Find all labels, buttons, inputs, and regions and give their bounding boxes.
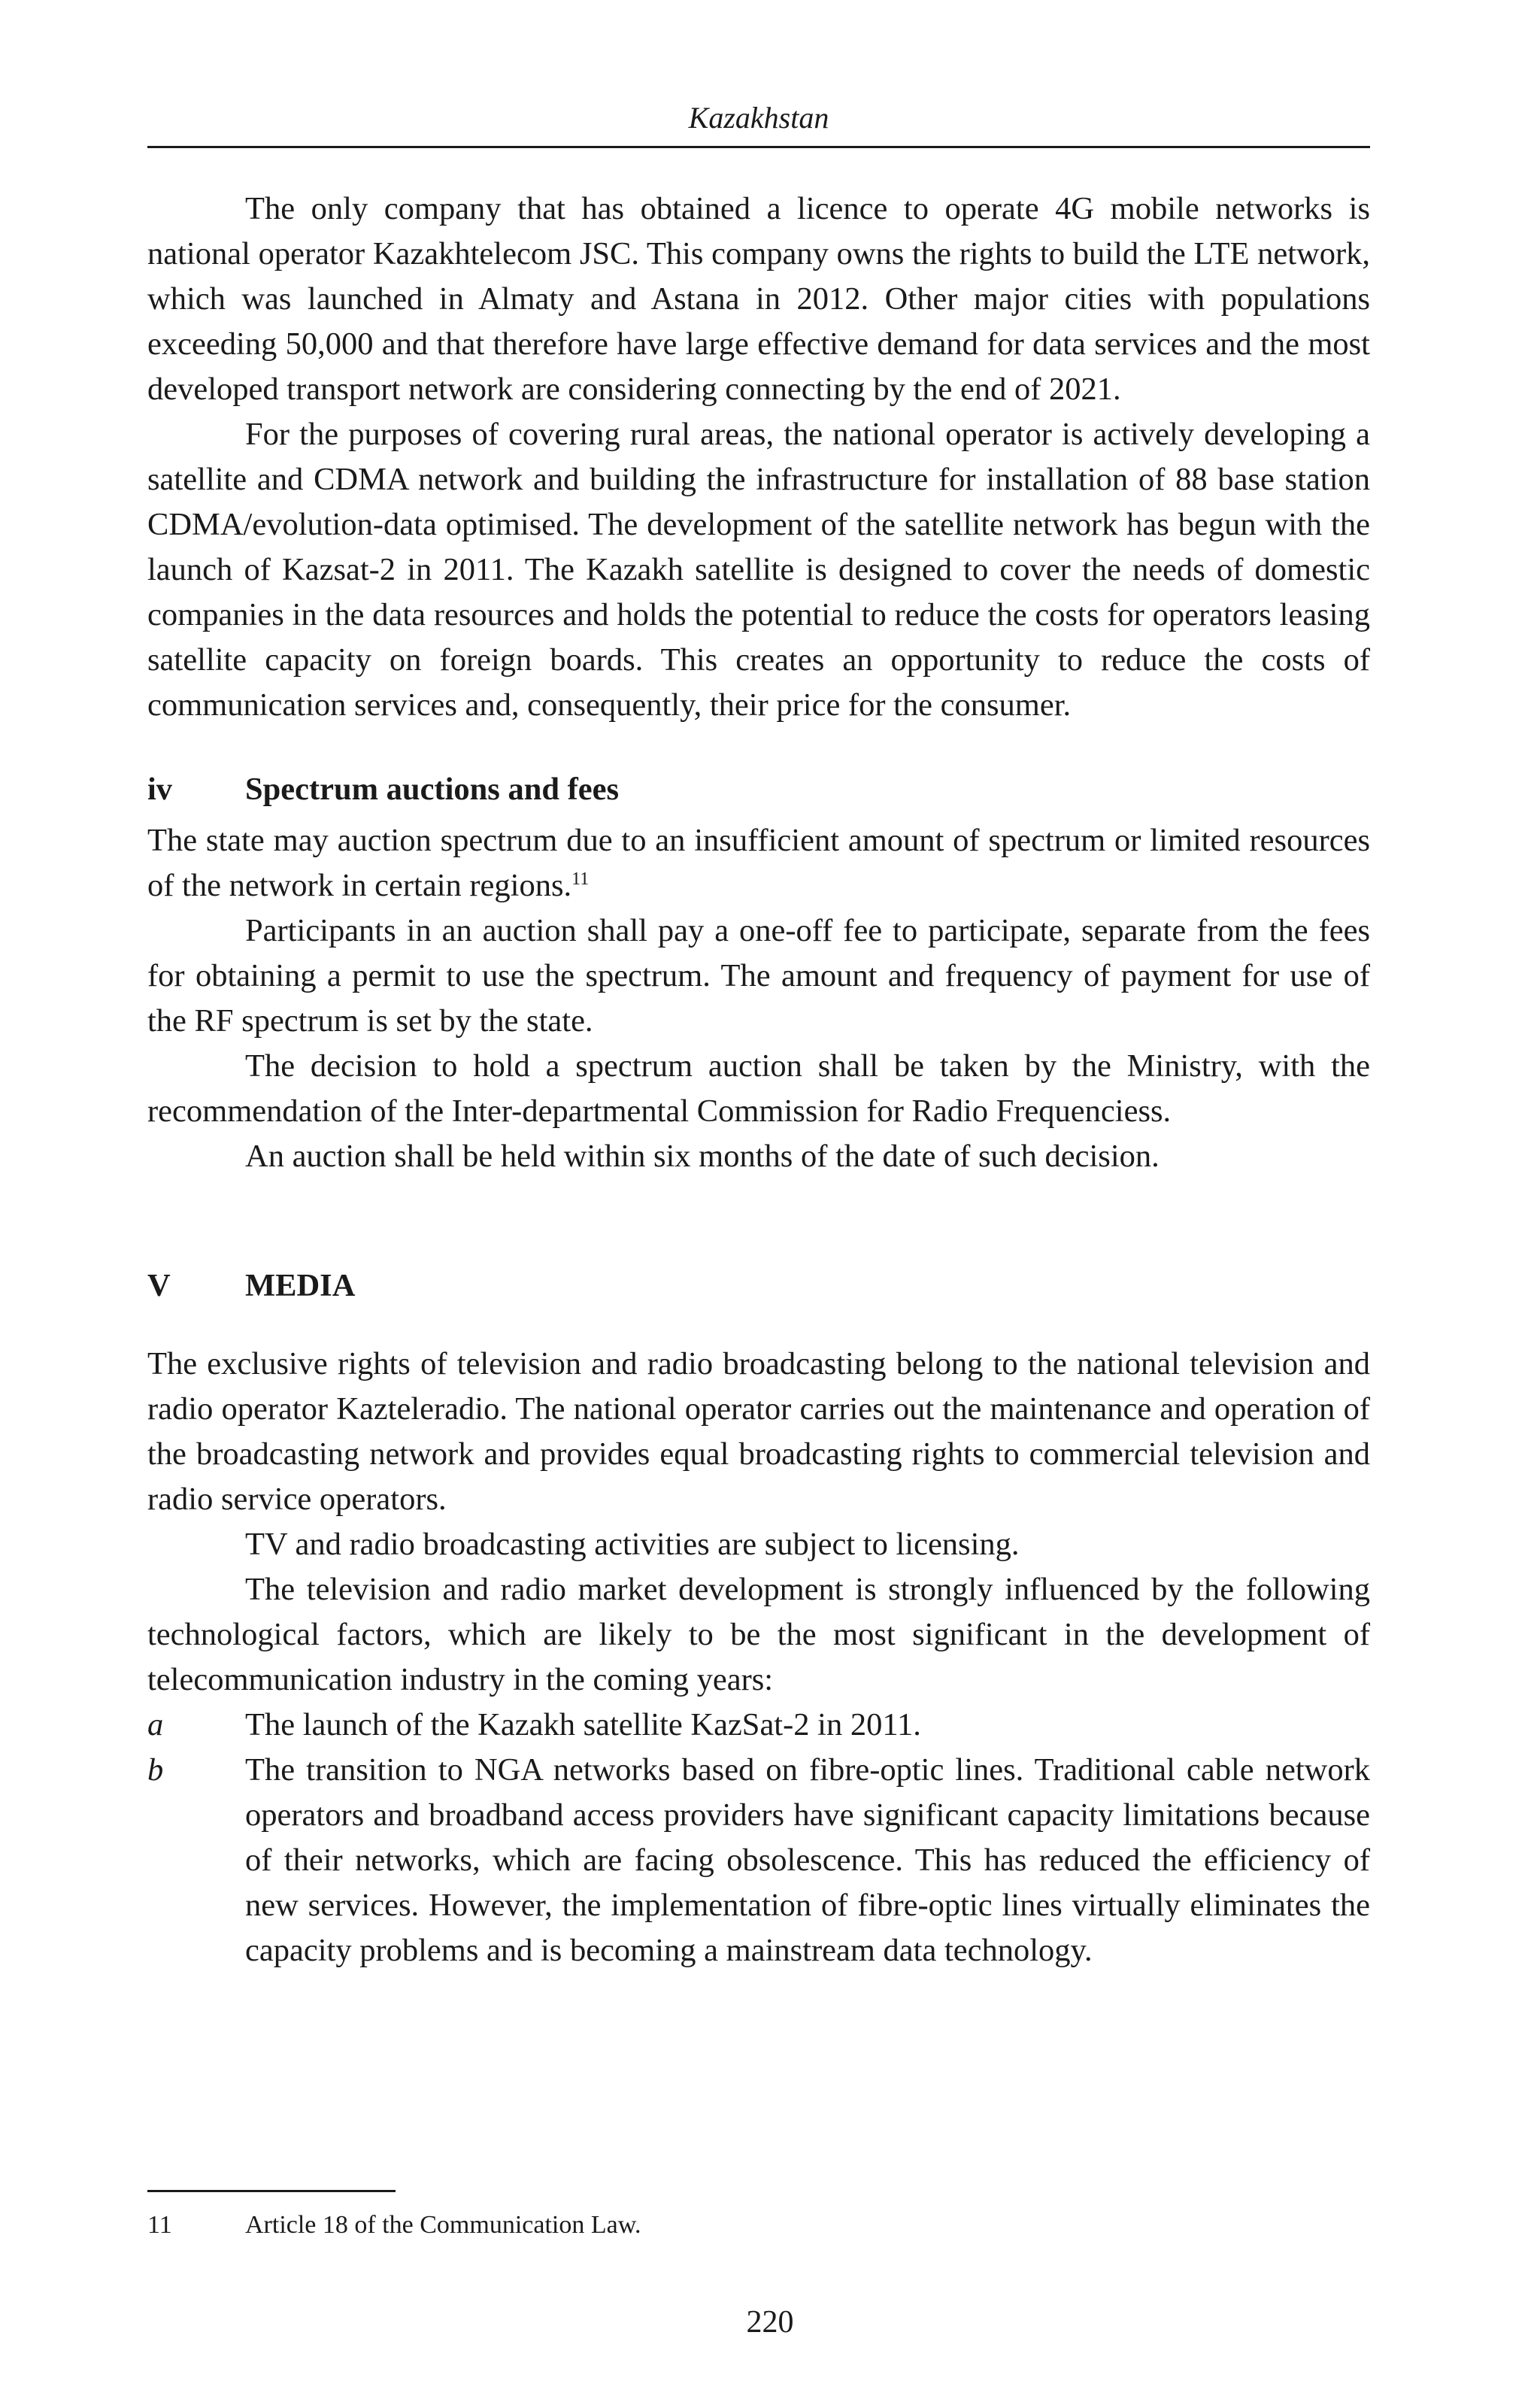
list-item bbox=[147, 1748, 1370, 1973]
body-paragraph: Participants in an auction shall pay a one-off fee to participate, separate from the fees for obtaining a permit to use the spectrum. The amount and frequency of payment for use of the RF spectrum is set by the state. bbox=[147, 913, 1370, 1039]
list-item-text: The launch of the Kazakh satellite KazSat-2 in 2011. bbox=[245, 1707, 921, 1742]
footnote-reference[interactable]: 11 bbox=[571, 869, 590, 889]
body-paragraph: For the purposes of covering rural areas, the national operator is actively developing a satellite and CDMA network and building the infrastructure for installation of 88 base station CDMA/evolution-data optimised. The development of the satellite network has begun with the launch of Kazsat-2 in 2011. The Kazakh satellite is designed to cover the needs of domestic companies in the data resources and holds the potential to reduce the costs for operators leasing satellite capacity on foreign boards. This creates an opportunity to reduce the costs of communication services and, consequently, their price for the consumer. bbox=[147, 417, 1370, 723]
section-number: V bbox=[147, 1268, 171, 1303]
section-title: Spectrum auctions and fees bbox=[245, 772, 620, 807]
section-heading-v bbox=[147, 1263, 1370, 1309]
section-title: MEDIA bbox=[245, 1268, 356, 1303]
body-paragraph: An auction shall be held within six months of the date of such decision. bbox=[245, 1139, 1160, 1174]
body-paragraph: The television and radio market development is strongly influenced by the following technological factors, which are likely to be the most significant in the development of telecommunication industry in the coming years: bbox=[147, 1572, 1370, 1697]
footnote-text: Article 18 of the Communication Law. bbox=[245, 2211, 641, 2239]
footnote-number: 11 bbox=[147, 2211, 172, 2239]
page-number: 220 bbox=[746, 2305, 794, 2340]
running-header-title: Kazakhstan bbox=[688, 101, 829, 135]
list-item bbox=[147, 1703, 1370, 1748]
list-item-text: The transition to NGA networks based on fibre-optic lines. Traditional cable network operators and broadband access providers have significant capacity limitations because of their networks, which are facing obsolescence. This has reduced the efficiency of new services. However, the implementation of fibre-optic lines virtually eliminates the capacity problems and is becoming a mainstream data technology. bbox=[245, 1752, 1370, 1968]
footnote bbox=[147, 2206, 1370, 2244]
body-paragraph bbox=[147, 818, 1370, 908]
list-marker: b bbox=[147, 1752, 164, 1788]
body-paragraph: The only company that has obtained a licence to operate 4G mobile networks is national operator Kazakhtelecom JSC. This company owns the rights to build the LTE network, which was launched in Almaty and Astana in 2012. Other major cities with populations exceeding 50,000 and that therefore have large effective demand for data services and the most developed transport network are considering connecting by the end of 2021. bbox=[147, 191, 1370, 407]
body-paragraph: TV and radio broadcasting activities are subject to licensing. bbox=[245, 1527, 1020, 1562]
list-marker: a bbox=[147, 1707, 164, 1742]
body-paragraph: The decision to hold a spectrum auction shall be taken by the Ministry, with the recommendation of the Inter-departmental Commission for Radio Frequenciess. bbox=[147, 1048, 1370, 1129]
body-paragraph-text: The state may auction spectrum due to an insufficient amount of spectrum or limited resources of the network in certain regions. bbox=[147, 823, 1370, 903]
page-body bbox=[147, 187, 1370, 1973]
body-paragraph: The exclusive rights of television and radio broadcasting belong to the national television and radio operator Kazteleradio. The national operator carries out the maintenance and operation of the broadcasting network and provides equal broadcasting rights to commercial television and radio service operators. bbox=[147, 1346, 1370, 1517]
section-number: iv bbox=[147, 772, 173, 807]
section-heading-iv bbox=[147, 767, 1370, 812]
footnote-divider bbox=[147, 2190, 396, 2192]
running-header bbox=[147, 90, 1370, 148]
